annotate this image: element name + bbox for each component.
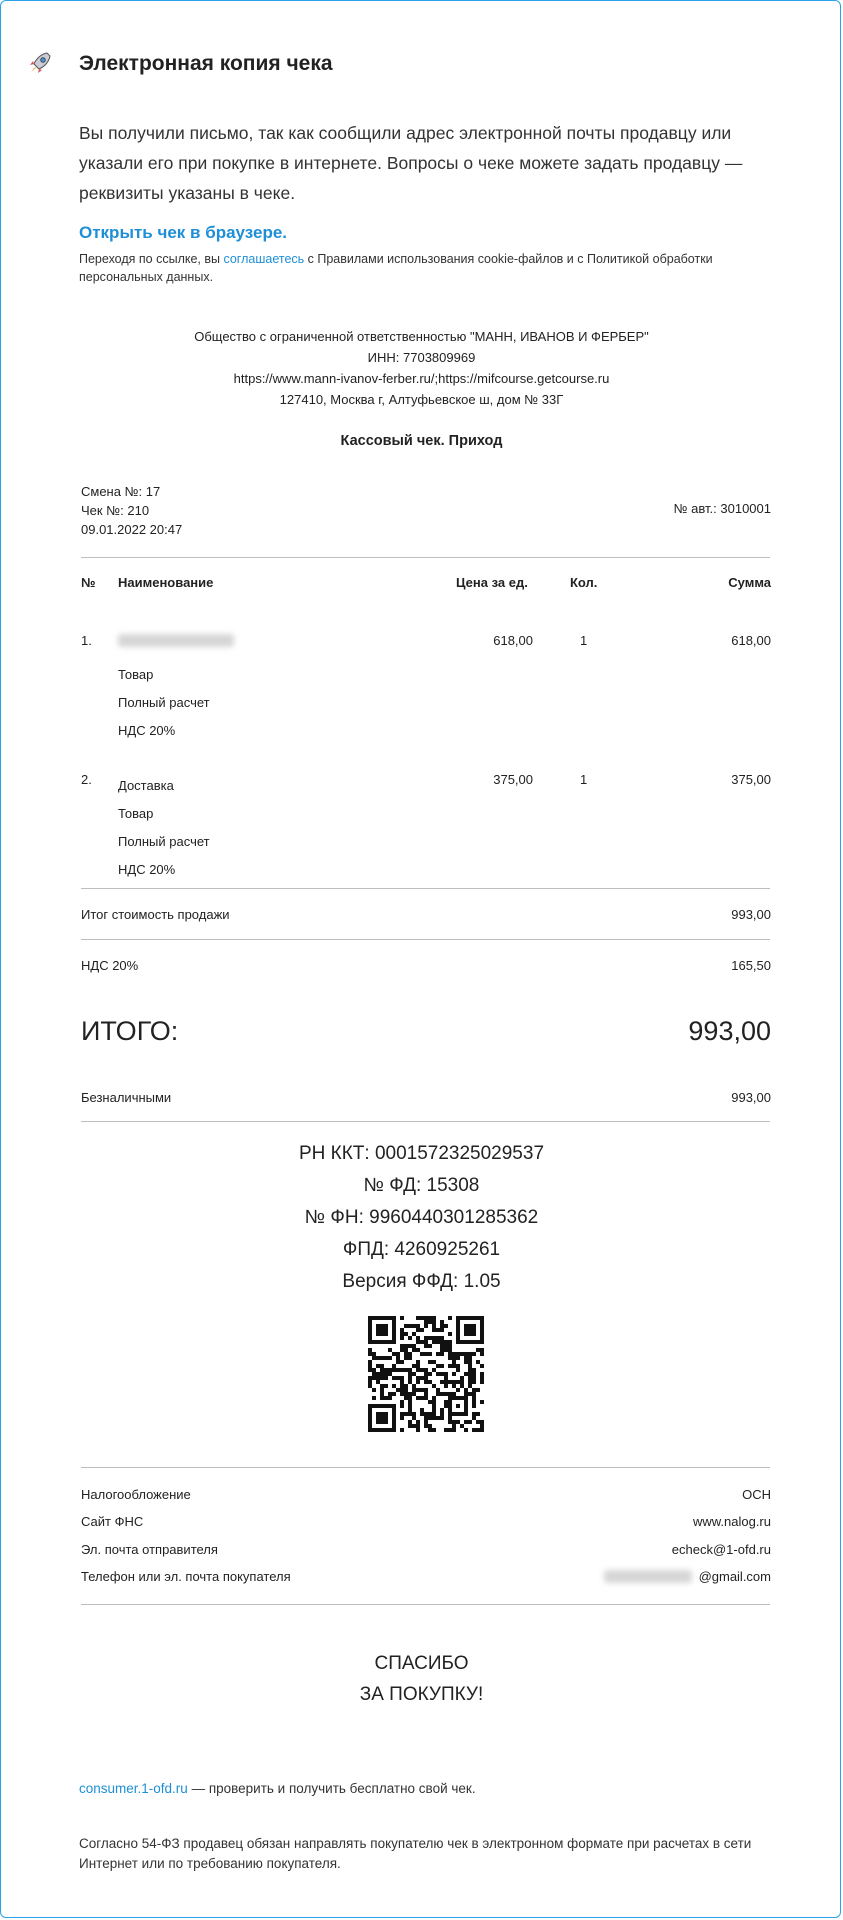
company-sites: https://www.mann-ivanov-ferber.ru/;https://mifcourse.getcourse.ru — [233, 371, 610, 386]
company-inn: ИНН: 7703809969 — [367, 350, 476, 365]
open-in-browser-link[interactable]: Открыть чек в браузере. — [79, 223, 288, 242]
thanks-line-2: ЗА ПОКУПКУ! — [359, 1684, 484, 1705]
item-2-vat: НДС 20% — [118, 862, 176, 877]
kkt-fpd: ФПД: 4260925261 — [342, 1239, 501, 1260]
rocket-icon — [27, 50, 53, 76]
item-2-no: 2. — [81, 772, 92, 787]
divider — [81, 1121, 770, 1122]
fns-site-label: Сайт ФНС — [81, 1514, 144, 1529]
col-header-name: Наименование — [118, 575, 214, 590]
fns-site-value[interactable]: www.nalog.ru — [692, 1514, 771, 1529]
divider — [81, 1467, 770, 1468]
item-2-sum: 375,00 — [731, 772, 771, 787]
receipt-title: Кассовый чек. Приход — [340, 433, 503, 449]
item-2-type: Товар — [118, 806, 154, 821]
divider — [81, 888, 770, 889]
cashless-value: 993,00 — [731, 1090, 771, 1105]
company-address: 127410, Москва г, Алтуфьевское ш, дом № 33Г — [279, 392, 564, 407]
buyer-contact-value: @gmail.com — [698, 1569, 771, 1584]
kkt-info — [0, 1138, 843, 1298]
intro-text: Вы получили письмо, так как сообщили адрес электронной почты продавцу или указали его при покупке в интернете. Вопросы о чеке можете задать продавцу — реквизиты указаны в чеке. — [79, 123, 743, 203]
buyer-contact-redacted — [604, 1570, 692, 1583]
receipt-datetime: 09.01.2022 20:47 — [81, 522, 183, 537]
email-title: Электронная копия чека — [79, 52, 333, 75]
sender-email-label: Эл. почта отправителя — [81, 1542, 218, 1557]
qr-code — [368, 1316, 484, 1432]
consumer-ofd-link[interactable]: consumer.1-ofd.ru — [79, 1781, 188, 1796]
buyer-contact-label: Телефон или эл. почта покупателя — [81, 1569, 291, 1584]
item-2-price: 375,00 — [493, 772, 533, 787]
kkt-fd: № ФД: 15308 — [363, 1175, 480, 1196]
item-1-price: 618,00 — [493, 633, 533, 648]
kkt-rn: РН ККТ: 0001572325029537 — [298, 1143, 545, 1164]
taxation-label: Налогообложение — [81, 1487, 191, 1502]
item-2-name: Доставка — [118, 778, 174, 793]
cashless-label: Безналичными — [81, 1090, 172, 1105]
shift-number: Смена №: 17 — [81, 484, 161, 499]
item-1-payment: Полный расчет — [118, 695, 210, 710]
company-info — [0, 326, 843, 410]
auto-number: № авт.: 3010001 — [673, 501, 771, 516]
kkt-fn: № ФН: 9960440301285362 — [304, 1207, 539, 1228]
divider — [81, 939, 770, 940]
item-1-qty: 1 — [580, 633, 588, 648]
thanks-line-1: СПАСИБО — [374, 1653, 469, 1674]
consent-link[interactable]: соглашаетесь — [223, 252, 305, 266]
item-2-details — [118, 772, 210, 884]
total-value: 993,00 — [688, 1016, 771, 1046]
taxation-value: ОСН — [742, 1487, 771, 1502]
item-2-qty: 1 — [580, 772, 588, 787]
shift-info — [81, 482, 182, 539]
item-1-sum: 618,00 — [731, 633, 771, 648]
thanks-message — [0, 1648, 843, 1710]
footer-note: Согласно 54-ФЗ продавец обязан направлять покупателю чек в электронном формате при расчетах в сети Интернет или по требованию покупателя. — [79, 1836, 752, 1871]
col-header-qty: Кол. — [570, 575, 598, 590]
item-1-vat: НДС 20% — [118, 723, 176, 738]
item-1-type: Товар — [118, 667, 154, 682]
col-header-sum: Сумма — [728, 575, 771, 590]
kkt-ffd-version: Версия ФФД: 1.05 — [342, 1271, 501, 1292]
item-2-payment: Полный расчет — [118, 834, 210, 849]
footer-consumer: consumer.1-ofd.ru — проверить и получить бесплатно свой чек. — [79, 1781, 476, 1796]
col-header-price: Цена за ед. — [456, 575, 528, 590]
divider — [81, 557, 770, 558]
sender-email-value[interactable]: echeck@1-ofd.ru — [671, 1542, 771, 1557]
divider — [81, 1604, 770, 1605]
subtotal-label: Итог стоимость продажи — [81, 907, 230, 922]
total-label: ИТОГО: — [81, 1016, 179, 1046]
item-1-name-redacted — [118, 634, 234, 647]
item-1-no: 1. — [81, 633, 92, 648]
col-header-no: № — [81, 575, 96, 590]
company-name: Общество с ограниченной ответственностью "МАНН, ИВАНОВ И ФЕРБЕР" — [194, 329, 649, 344]
vat-label: НДС 20% — [81, 958, 139, 973]
consent-text: Переходя по ссылке, вы соглашаетесь с Правилами использования cookie-файлов и с Политикой обработки персональных данных. — [79, 252, 713, 284]
check-number: Чек №: 210 — [81, 503, 150, 518]
vat-value: 165,50 — [731, 958, 771, 973]
subtotal-value: 993,00 — [731, 907, 771, 922]
item-1-details — [118, 661, 210, 745]
